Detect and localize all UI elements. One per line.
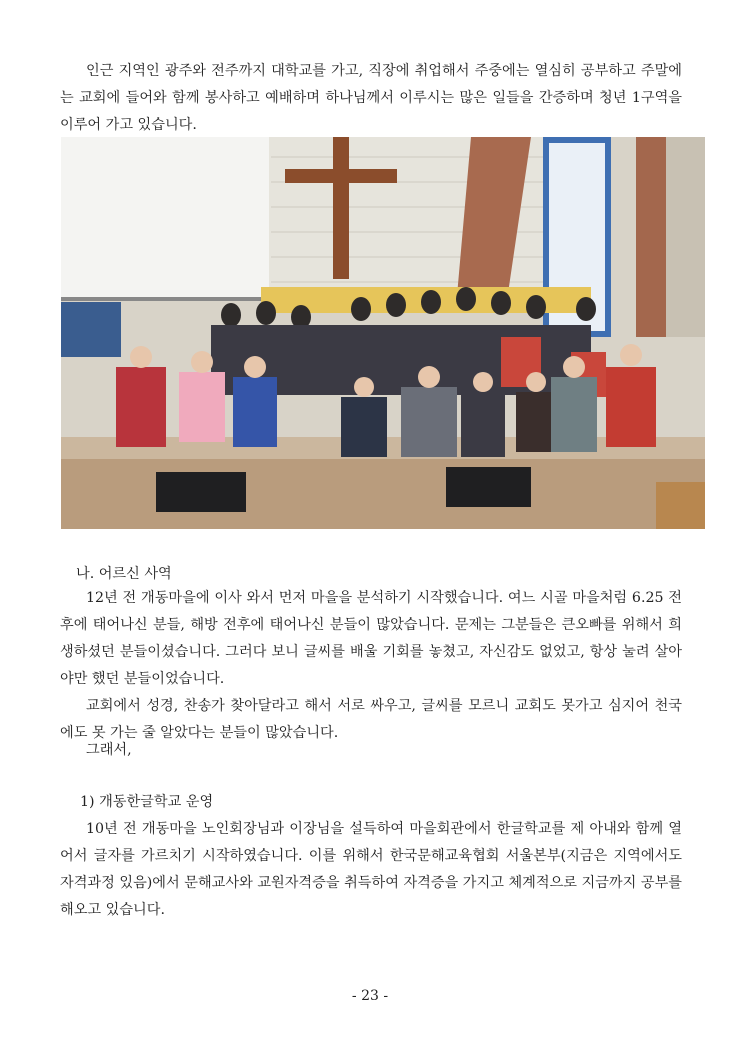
church-group-photo (61, 137, 705, 529)
elder-ministry-paragraph-1: 12년 전 개동마을에 이사 와서 먼저 마을을 분석하기 시작했습니다. 여느 시골 마을처럼 6.25 전후에 태어나신 분들, 해방 전후에 태어나신 분들이 많았습니다. 문제는 그분들은 큰오빠를 위해서 희생하셨던 분들이셨습니다. 그러다 보니 글씨를 배울 기회를 놓쳤고, 자신감도 없었고, 항상 눌려 살아야만 했던 분들이었습니다. (60, 590, 682, 687)
hangul-school-paragraph: 10년 전 개동마을 노인회장님과 이장님을 설득하여 마을회관에서 한글학교를 제 아내와 함께 열어서 글자를 가르치기 시작하였습니다. 이를 위해서 한국문해교육협회 서울본부(지금은 지역에서도 자격과정 있음)에서 문해교사와 교원자격증을 취득하여 자격증을 가지고 체계적으로 지금까지 공부를 해오고 있습니다. (60, 821, 682, 918)
section-heading-hangul-school: 1) 개동한글학교 운영 (80, 794, 214, 810)
intro-paragraph: 인근 지역인 광주와 전주까지 대학교를 가고, 직장에 취업해서 주중에는 열심히 공부하고 주말에는 교회에 들어와 함께 봉사하고 예배하며 하나님께서 이루시는 많은 일들을 간증하며 청년 1구역을 이루어 가고 있습니다. (60, 63, 682, 133)
elder-ministry-paragraph-3: 그래서, (86, 742, 132, 758)
section-heading-elder-ministry: 나. 어르신 사역 (76, 566, 172, 582)
page-number: - 23 - (351, 988, 389, 1004)
elder-ministry-paragraph-2: 교회에서 성경, 찬송가 찾아달라고 해서 서로 싸우고, 글씨를 모르니 교회도 못가고 심지어 천국에도 못 가는 줄 알았다는 분들이 많았습니다. (60, 698, 682, 741)
group-photo-icon (61, 137, 705, 529)
